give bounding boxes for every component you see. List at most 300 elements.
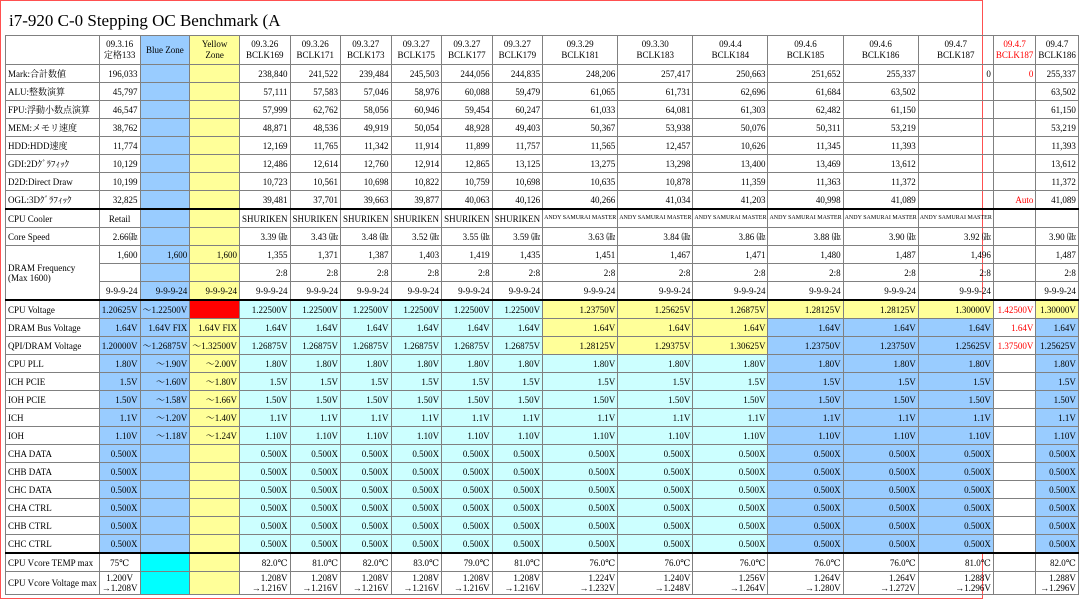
score-cell: 57,046: [341, 83, 392, 101]
voltage-cell: 1.29375V: [618, 337, 693, 355]
voltage-cell: 0.500X: [618, 445, 693, 463]
temp-cell: 82.0℃: [341, 553, 392, 572]
score-cell: 39,877: [391, 191, 442, 210]
column-header: [993, 36, 1036, 65]
row-label: CHA DATA: [6, 445, 100, 463]
score-cell: 251,652: [768, 65, 843, 83]
voltage-cell: [140, 517, 190, 535]
score-cell: 13,298: [618, 155, 693, 173]
score-cell: 12,614: [290, 155, 341, 173]
score-cell: 238,840: [240, 65, 291, 83]
voltage-cell: 1.28125V: [543, 337, 618, 355]
row-label: OGL:3Dｸﾞﾗﾌｨｯｸ: [6, 191, 100, 210]
dram-cell: 2:8: [918, 264, 993, 282]
voltage-cell: 1.10V: [341, 427, 392, 445]
voltage-cell: 1.5V: [768, 373, 843, 391]
column-header: [843, 36, 918, 65]
header-line1: 09.4.7: [1045, 39, 1069, 49]
header-line1: 09.4.4: [719, 39, 742, 49]
temp-cell: 83.0℃: [391, 553, 442, 572]
header-line1: 09.3.29: [566, 39, 594, 49]
score-row: [6, 155, 1079, 173]
voltage-cell: 1.80V: [391, 355, 442, 373]
voltage-cell: 1.50V: [391, 391, 442, 409]
score-cell: 0: [993, 65, 1036, 83]
voltage-cell: 1.20000V: [99, 337, 140, 355]
score-cell: 57,111: [240, 83, 291, 101]
temp-cell: 81.0℃: [918, 553, 993, 572]
voltage-cell: 1.80V: [918, 355, 993, 373]
cooler-cell: SHURIKEN: [442, 209, 493, 228]
voltage-cell: 1.28125V: [768, 300, 843, 319]
voltage-cell: [190, 535, 240, 554]
score-cell: 10,698: [492, 173, 543, 191]
score-cell: 48,871: [240, 119, 291, 137]
row-label: Core Speed: [6, 228, 100, 246]
vmax-top: 1.208V: [462, 573, 490, 583]
voltage-cell: 1.5V: [492, 373, 543, 391]
column-header: [6, 36, 100, 65]
voltage-cell: 1.5V: [341, 373, 392, 391]
row-label: Mark:合計数値: [6, 65, 100, 83]
score-cell: 41,089: [1036, 191, 1079, 210]
voltage-cell: 0.500X: [442, 517, 493, 535]
voltage-cell: ～1.60V: [140, 373, 190, 391]
row-label: MEM:メモリ速度: [6, 119, 100, 137]
score-cell: 12,457: [618, 137, 693, 155]
score-row: [6, 173, 1079, 191]
temp-cell: 79.0℃: [442, 553, 493, 572]
voltage-cell: 0.500X: [442, 535, 493, 554]
dram-cell: 2:8: [290, 264, 341, 282]
voltage-cell: 1.10V: [240, 427, 291, 445]
score-cell: 11,765: [290, 137, 341, 155]
score-cell: [140, 155, 190, 173]
score-cell: 39,663: [341, 191, 392, 210]
cooler-cell: ANDY SAMURAI MASTER: [918, 209, 993, 228]
vmax-cell: [140, 572, 190, 595]
voltage-cell: 0.500X: [543, 445, 618, 463]
vmax-bottom: →1.248V: [654, 583, 691, 593]
cooler-cell: [140, 209, 190, 228]
voltage-cell: 0.500X: [290, 517, 341, 535]
score-cell: 38,762: [99, 119, 140, 137]
vmax-bottom: →1.232V: [579, 583, 616, 593]
vmax-top: 1.264V: [813, 573, 841, 583]
score-cell: [140, 173, 190, 191]
dram-cell: 1,600: [140, 246, 190, 264]
score-cell: 11,774: [99, 137, 140, 155]
header-line1: 09.4.6: [869, 39, 892, 49]
dram-cell: 2:8: [442, 264, 493, 282]
dram-cell: [993, 264, 1036, 282]
voltage-cell: 1.10V: [768, 427, 843, 445]
row-label: ICH PCIE: [6, 373, 100, 391]
voltage-cell: ～1.90V: [140, 355, 190, 373]
voltage-cell: 1.10V: [442, 427, 493, 445]
voltage-cell: 1.5V: [618, 373, 693, 391]
voltage-cell: 0.500X: [240, 445, 291, 463]
voltage-cell: 0.500X: [843, 445, 918, 463]
score-cell: 10,723: [240, 173, 291, 191]
score-cell: 10,129: [99, 155, 140, 173]
row-label: CPU Cooler: [6, 209, 100, 228]
score-cell: [993, 155, 1036, 173]
voltage-cell: ～1.37500V: [190, 300, 240, 319]
score-cell: [993, 137, 1036, 155]
cooler-cell: SHURIKEN: [341, 209, 392, 228]
voltage-cell: 0.500X: [99, 481, 140, 499]
vmax-cell: [341, 572, 392, 595]
header-line2: BCLK185: [786, 50, 825, 60]
row-label: GDI:2Dｸﾞﾗﾌｨｯｸ: [6, 155, 100, 173]
cooler-cell: Retail: [99, 209, 140, 228]
voltage-cell: ～1.32500V: [190, 337, 240, 355]
score-cell: 49,919: [341, 119, 392, 137]
score-cell: 11,345: [768, 137, 843, 155]
header-line1: 09.4.6: [794, 39, 817, 49]
voltage-cell: 1.5V: [693, 373, 768, 391]
voltage-cell: 0.500X: [768, 499, 843, 517]
score-cell: [918, 191, 993, 210]
dram-cell: 1,419: [442, 246, 493, 264]
temp-cell: 75℃: [99, 553, 140, 572]
voltage-cell: 0.500X: [768, 445, 843, 463]
score-cell: 10,698: [341, 173, 392, 191]
score-row: [6, 65, 1079, 83]
temp-cell: 82.0℃: [1036, 553, 1079, 572]
voltage-cell: 1.22500V: [240, 300, 291, 319]
score-row: [6, 191, 1079, 210]
dram-cell: 2:8: [240, 264, 291, 282]
voltage-cell: 1.26875V: [290, 337, 341, 355]
score-cell: 53,938: [618, 119, 693, 137]
score-cell: 248,206: [543, 65, 618, 83]
score-cell: [993, 101, 1036, 119]
voltage-cell: 1.5V: [290, 373, 341, 391]
voltage-cell: 0.500X: [1036, 517, 1079, 535]
score-cell: 12,169: [240, 137, 291, 155]
vmax-bottom: →1.208V: [101, 583, 138, 593]
header-line1: 09.3.27: [503, 39, 531, 49]
voltage-cell: 0.500X: [492, 517, 543, 535]
voltage-row: [6, 355, 1079, 373]
dram-cell: [99, 264, 140, 282]
score-cell: 10,878: [618, 173, 693, 191]
dram-cell: [993, 246, 1036, 264]
voltage-cell: 1.64V: [442, 319, 493, 337]
score-cell: 13,469: [768, 155, 843, 173]
score-cell: 60,946: [391, 101, 442, 119]
voltage-row: [6, 499, 1079, 517]
score-cell: 40,998: [768, 191, 843, 210]
voltage-cell: 0.500X: [543, 463, 618, 481]
score-cell: 11,565: [543, 137, 618, 155]
score-cell: 10,822: [391, 173, 442, 191]
vmax-top: 1.208V: [513, 573, 541, 583]
row-label: CHB DATA: [6, 463, 100, 481]
voltage-cell: 1.80V: [442, 355, 493, 373]
row-label: FPU:浮動小数点演算: [6, 101, 100, 119]
score-cell: [190, 119, 240, 137]
score-cell: 45,797: [99, 83, 140, 101]
dram-cell: 2:8: [693, 264, 768, 282]
score-cell: [918, 173, 993, 191]
header-row: [6, 36, 1079, 65]
score-cell: 13,612: [843, 155, 918, 173]
score-cell: 50,054: [391, 119, 442, 137]
voltage-cell: 1.80V: [492, 355, 543, 373]
voltage-cell: 1.50V: [442, 391, 493, 409]
header-line2: BCLK177: [448, 50, 486, 60]
voltage-cell: [993, 481, 1036, 499]
vmax-cell: [693, 572, 768, 595]
voltage-cell: 0.500X: [492, 463, 543, 481]
voltage-cell: 0.500X: [391, 463, 442, 481]
vmax-bottom: →1.216V: [251, 583, 288, 593]
voltage-cell: ～1.20V: [140, 409, 190, 427]
dram-cell: 1,387: [341, 246, 392, 264]
vmax-cell: [190, 572, 240, 595]
row-label: QPI/DRAM Voltage: [6, 337, 100, 355]
score-cell: 61,150: [1036, 101, 1079, 119]
voltage-cell: 0.500X: [693, 499, 768, 517]
voltage-cell: 1.50V: [290, 391, 341, 409]
dram-cell: 1,467: [618, 246, 693, 264]
temp-cell: 76.0℃: [843, 553, 918, 572]
cooler-cell: ANDY SAMURAI MASTER: [618, 209, 693, 228]
voltage-cell: 1.64V: [391, 319, 442, 337]
voltage-cell: 1.80V: [768, 355, 843, 373]
voltage-cell: 1.1V: [843, 409, 918, 427]
vmax-top: 1.240V: [663, 573, 691, 583]
dram-cell: 9-9-9-24: [618, 282, 693, 301]
score-cell: 63,502: [843, 83, 918, 101]
header-line2: BCLK186: [861, 50, 900, 60]
voltage-cell: ～1.66V: [190, 391, 240, 409]
voltage-cell: 1.64V: [290, 319, 341, 337]
score-cell: 61,731: [618, 83, 693, 101]
voltage-cell: 0.500X: [618, 499, 693, 517]
header-line2: BCLK173: [347, 50, 385, 60]
vmax-top: 1.208V: [361, 573, 389, 583]
vmax-bottom: →1.272V: [879, 583, 916, 593]
voltage-cell: ～1.40V: [190, 409, 240, 427]
voltage-cell: 1.50V: [693, 391, 768, 409]
voltage-cell: 1.64V FIX: [190, 319, 240, 337]
dram-cell: 1,355: [240, 246, 291, 264]
voltage-cell: 1.50V: [1036, 391, 1079, 409]
voltage-cell: 1.10V: [1036, 427, 1079, 445]
row-label: ICH: [6, 409, 100, 427]
row-label: IOH PCIE: [6, 391, 100, 409]
dram-label-line2: (Max 1600): [8, 272, 51, 283]
score-cell: [918, 101, 993, 119]
score-cell: [190, 101, 240, 119]
column-header: [290, 36, 341, 65]
vmax-cell: [918, 572, 993, 595]
column-header: [492, 36, 543, 65]
voltage-cell: 1.64V: [618, 319, 693, 337]
voltage-cell: [993, 373, 1036, 391]
column-header: [341, 36, 392, 65]
voltage-cell: 1.10V: [492, 427, 543, 445]
row-label: CHC DATA: [6, 481, 100, 499]
vmax-bottom: →1.216V: [302, 583, 339, 593]
voltage-cell: 0.500X: [290, 445, 341, 463]
voltage-cell: 1.5V: [391, 373, 442, 391]
score-cell: 257,417: [618, 65, 693, 83]
score-cell: [918, 137, 993, 155]
speed-cell: 3.90 ㎓: [1036, 228, 1079, 246]
dram-cell: 9-9-9-24: [693, 282, 768, 301]
voltage-cell: 0.500X: [843, 517, 918, 535]
vmax-top: 1.224V: [588, 573, 616, 583]
voltage-cell: 1.50V: [843, 391, 918, 409]
score-cell: 40,063: [442, 191, 493, 210]
voltage-row: [6, 463, 1079, 481]
score-cell: 196,033: [99, 65, 140, 83]
voltage-cell: 1.1V: [240, 409, 291, 427]
voltage-cell: 1.1V: [391, 409, 442, 427]
score-cell: 11,899: [442, 137, 493, 155]
voltage-cell: 0.500X: [341, 535, 392, 554]
score-cell: 57,999: [240, 101, 291, 119]
header-line2: BCLK186: [1038, 50, 1076, 60]
speed-cell: 3.39 ㎓: [240, 228, 291, 246]
voltage-cell: 1.26875V: [341, 337, 392, 355]
score-cell: 0: [918, 65, 993, 83]
header-line2: BCLK171: [296, 50, 335, 60]
voltage-cell: [993, 427, 1036, 445]
column-header: [391, 36, 442, 65]
voltage-cell: 1.64V: [768, 319, 843, 337]
dram-cell: 9-9-9-24: [140, 282, 190, 301]
vmax-top: 1.208V: [412, 573, 440, 583]
dram-cell: 2:8: [341, 264, 392, 282]
header-line1: 09.3.30: [641, 39, 669, 49]
header-line1: Blue Zone: [146, 44, 184, 55]
voltage-cell: 0.500X: [543, 535, 618, 554]
column-header: [768, 36, 843, 65]
dram-cell: [993, 282, 1036, 301]
score-row: [6, 101, 1079, 119]
voltage-row: [6, 391, 1079, 409]
vcore-max-row: [6, 572, 1079, 595]
voltage-cell: 0.500X: [442, 445, 493, 463]
voltage-cell: 0.500X: [341, 445, 392, 463]
voltage-cell: 1.23750V: [543, 300, 618, 319]
row-label: DRAM Bus Voltage: [6, 319, 100, 337]
voltage-cell: 0.500X: [918, 499, 993, 517]
column-header: [918, 36, 993, 65]
vmax-top: 1.200V: [106, 573, 133, 583]
voltage-cell: 1.80V: [843, 355, 918, 373]
voltage-cell: 1.25625V: [1036, 337, 1079, 355]
vmax-cell: [993, 572, 1036, 595]
cooler-cell: [993, 209, 1036, 228]
cooler-cell: SHURIKEN: [492, 209, 543, 228]
score-cell: 244,056: [442, 65, 493, 83]
header-line1: 09.3.26: [251, 39, 279, 49]
vmax-cell: [99, 572, 140, 595]
voltage-cell: 1.80V: [693, 355, 768, 373]
voltage-cell: 1.20625V: [99, 300, 140, 319]
score-row: [6, 137, 1079, 155]
voltage-cell: 0.500X: [442, 499, 493, 517]
column-header: [442, 36, 493, 65]
voltage-cell: 1.64V: [843, 319, 918, 337]
voltage-cell: 0.500X: [1036, 481, 1079, 499]
dram-cell: [190, 264, 240, 282]
score-cell: 11,393: [1036, 137, 1079, 155]
dram-timing-row: [6, 282, 1079, 301]
vmax-cell: [843, 572, 918, 595]
voltage-cell: 1.80V: [290, 355, 341, 373]
voltage-cell: 0.500X: [768, 535, 843, 554]
score-cell: 50,367: [543, 119, 618, 137]
voltage-cell: 1.1V: [618, 409, 693, 427]
score-cell: 32,825: [99, 191, 140, 210]
dram-freq-row: [6, 246, 1079, 264]
vmax-top: 1.208V: [311, 573, 339, 583]
vmax-cell: [442, 572, 493, 595]
voltage-cell: 1.1V: [768, 409, 843, 427]
voltage-cell: 0.500X: [240, 499, 291, 517]
header-line1: 09.3.27: [453, 39, 481, 49]
voltage-cell: [140, 463, 190, 481]
vmax-cell: [290, 572, 341, 595]
voltage-cell: 1.5V: [1036, 373, 1079, 391]
voltage-cell: 0.500X: [618, 463, 693, 481]
voltage-cell: 1.50V: [918, 391, 993, 409]
dram-cell: 1,600: [99, 246, 140, 264]
voltage-cell: 0.500X: [918, 517, 993, 535]
row-label: IOH: [6, 427, 100, 445]
voltage-cell: 1.50V: [768, 391, 843, 409]
voltage-cell: 0.500X: [918, 445, 993, 463]
voltage-cell: ～1.58V: [140, 391, 190, 409]
score-cell: 245,503: [391, 65, 442, 83]
dram-cell: 1,487: [1036, 246, 1079, 264]
voltage-cell: 0.500X: [918, 463, 993, 481]
voltage-cell: 1.1V: [290, 409, 341, 427]
voltage-cell: [993, 499, 1036, 517]
score-cell: 241,522: [290, 65, 341, 83]
score-cell: 250,663: [693, 65, 768, 83]
speed-cell: 3.86 ㎓: [693, 228, 768, 246]
voltage-cell: 0.500X: [693, 517, 768, 535]
score-cell: 57,583: [290, 83, 341, 101]
voltage-cell: 1.30000V: [918, 300, 993, 319]
dram-cell: 9-9-9-24: [290, 282, 341, 301]
score-cell: [993, 173, 1036, 191]
voltage-cell: 0.500X: [492, 481, 543, 499]
voltage-cell: [190, 445, 240, 463]
dram-cell: 9-9-9-24: [918, 282, 993, 301]
voltage-row: [6, 300, 1079, 319]
voltage-cell: 0.500X: [391, 481, 442, 499]
header-line1: 09.3.16: [106, 39, 134, 49]
row-label: ALU:整数演算: [6, 83, 100, 101]
voltage-cell: 1.26875V: [492, 337, 543, 355]
score-cell: 58,976: [391, 83, 442, 101]
voltage-cell: [140, 481, 190, 499]
voltage-cell: 0.500X: [843, 499, 918, 517]
dram-cell: 9-9-9-24: [442, 282, 493, 301]
voltage-cell: 1.1V: [99, 409, 140, 427]
dram-label-line1: DRAM Frequency: [8, 262, 76, 273]
